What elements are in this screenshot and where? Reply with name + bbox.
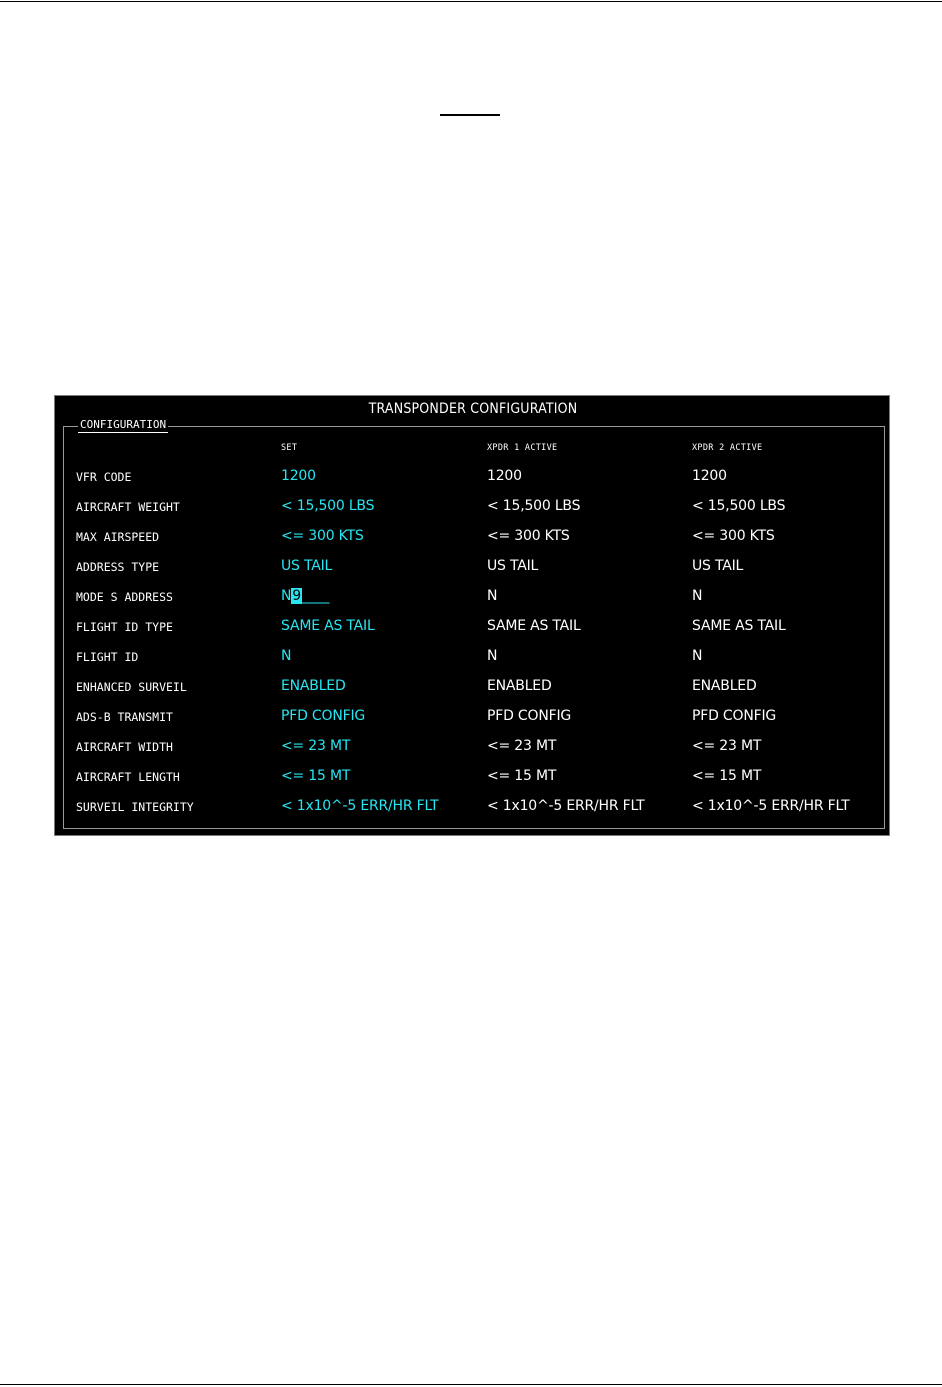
row-address-type [55, 558, 891, 578]
set-value-field[interactable]: PFD CONFIG [281, 708, 366, 724]
row-label: MAX AIRSPEED [76, 530, 160, 544]
set-value-field[interactable]: US TAIL [281, 558, 333, 574]
mode-s-address-prefix: N [281, 588, 292, 604]
xpdr2-value: N [692, 648, 703, 664]
xpdr1-value: US TAIL [487, 558, 539, 574]
row-aircraft-length [55, 768, 891, 788]
page-title: TRANSPONDER CONFIGURATION [368, 401, 578, 417]
xpdr1-value: <= 23 MT [487, 738, 557, 754]
row-aircraft-weight [55, 498, 891, 518]
row-flight-id [55, 648, 891, 668]
row-label: MODE S ADDRESS [76, 590, 173, 604]
xpdr1-value: PFD CONFIG [487, 708, 572, 724]
row-label: ADDRESS TYPE [76, 560, 160, 574]
set-value-field[interactable]: ENABLED [281, 678, 346, 694]
xpdr1-value: ENABLED [487, 678, 552, 694]
set-value-field[interactable]: < 15,500 LBS [281, 498, 375, 514]
page-bottom-rule [0, 1384, 942, 1385]
row-label: SURVEIL INTEGRITY [76, 800, 194, 814]
set-value-field[interactable]: < 1x10^-5 ERR/HR FLT [281, 798, 439, 814]
xpdr1-value: <= 300 KTS [487, 528, 570, 544]
xpdr2-value: N [692, 588, 703, 604]
row-max-airspeed [55, 528, 891, 548]
xpdr1-value: N [487, 588, 498, 604]
xpdr1-value: N [487, 648, 498, 664]
page-top-rule [0, 1, 942, 2]
set-value-field[interactable]: SAME AS TAIL [281, 618, 375, 634]
mode-s-address-remaining: ____ [302, 588, 330, 604]
column-header-set: SET [281, 443, 298, 453]
xpdr1-value: <= 15 MT [487, 768, 557, 784]
mode-s-address-input[interactable] [281, 588, 329, 604]
xpdr2-value: < 1x10^-5 ERR/HR FLT [692, 798, 850, 814]
column-header-xpdr1-active: XPDR 1 ACTIVE [487, 443, 558, 453]
row-enhanced-surveil [55, 678, 891, 698]
xpdr1-value: < 1x10^-5 ERR/HR FLT [487, 798, 645, 814]
section-underline [440, 114, 500, 116]
set-value-field[interactable]: <= 15 MT [281, 768, 351, 784]
edit-cursor[interactable]: 9 [292, 588, 301, 604]
xpdr2-value: < 15,500 LBS [692, 498, 786, 514]
row-aircraft-width [55, 738, 891, 758]
transponder-configuration-screen [54, 395, 890, 836]
xpdr1-value: 1200 [487, 468, 522, 484]
configuration-group-label: CONFIGURATION [80, 418, 167, 431]
xpdr1-value: SAME AS TAIL [487, 618, 581, 634]
row-surveil-integrity [55, 798, 891, 818]
row-label: AIRCRAFT WIDTH [76, 740, 173, 754]
row-label: ENHANCED SURVEIL [76, 680, 187, 694]
column-header-xpdr2-active: XPDR 2 ACTIVE [692, 443, 763, 453]
xpdr1-value: < 15,500 LBS [487, 498, 581, 514]
row-label: AIRCRAFT LENGTH [76, 770, 180, 784]
xpdr2-value: US TAIL [692, 558, 744, 574]
set-value-field[interactable]: <= 300 KTS [281, 528, 364, 544]
xpdr2-value: 1200 [692, 468, 727, 484]
row-label: FLIGHT ID TYPE [76, 620, 173, 634]
xpdr2-value: ENABLED [692, 678, 757, 694]
set-value-field[interactable]: 1200 [281, 468, 316, 484]
row-vfr-code [55, 468, 891, 488]
row-flight-id-type [55, 618, 891, 638]
xpdr2-value: <= 23 MT [692, 738, 762, 754]
row-mode-s-address [55, 588, 891, 608]
set-value-field[interactable]: <= 23 MT [281, 738, 351, 754]
row-label: AIRCRAFT WEIGHT [76, 500, 180, 514]
xpdr2-value: SAME AS TAIL [692, 618, 786, 634]
row-label: FLIGHT ID [76, 650, 139, 664]
xpdr2-value: PFD CONFIG [692, 708, 777, 724]
xpdr2-value: <= 15 MT [692, 768, 762, 784]
row-label: VFR CODE [76, 470, 132, 484]
row-ads-b-transmit [55, 708, 891, 728]
row-label: ADS-B TRANSMIT [76, 710, 173, 724]
xpdr2-value: <= 300 KTS [692, 528, 775, 544]
set-value-field[interactable]: N [281, 648, 292, 664]
